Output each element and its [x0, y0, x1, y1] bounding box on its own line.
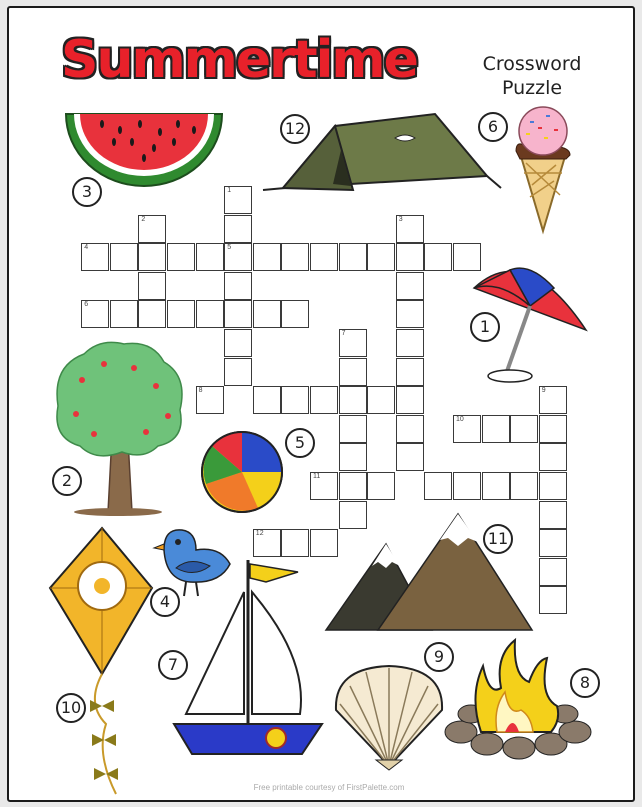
- crossword-cell[interactable]: [167, 243, 195, 271]
- crossword-cell[interactable]: [339, 386, 367, 414]
- crossword-cell[interactable]: [396, 386, 424, 414]
- crossword-cell[interactable]: [539, 415, 567, 443]
- crossword-cell[interactable]: [253, 529, 281, 557]
- crossword-cell[interactable]: [482, 415, 510, 443]
- crossword-cell[interactable]: [396, 329, 424, 357]
- crossword-cell[interactable]: [339, 415, 367, 443]
- crossword-cell[interactable]: [539, 386, 567, 414]
- subtitle-line-2: Puzzle: [501, 77, 563, 99]
- crossword-cell[interactable]: [482, 472, 510, 500]
- crossword-cell[interactable]: [110, 300, 138, 328]
- crossword-cell[interactable]: [138, 300, 166, 328]
- crossword-cell[interactable]: [281, 243, 309, 271]
- clue-number: 6: [84, 301, 89, 309]
- clue-number: 8: [198, 387, 203, 395]
- puzzle-subtitle: [467, 52, 597, 100]
- crossword-cell[interactable]: [224, 215, 252, 243]
- crossword-cell[interactable]: [224, 243, 252, 271]
- beach-ball-icon: [198, 428, 286, 516]
- sailboat-icon: [170, 558, 326, 768]
- crossword-cell[interactable]: [396, 300, 424, 328]
- crossword-cell[interactable]: [339, 443, 367, 471]
- clue-badge-5: 5: [285, 428, 315, 458]
- clue-number: 2: [141, 215, 146, 223]
- crossword-cell[interactable]: [281, 529, 309, 557]
- crossword-cell[interactable]: [281, 300, 309, 328]
- crossword-cell[interactable]: [396, 215, 424, 243]
- crossword-cell[interactable]: [253, 386, 281, 414]
- crossword-cell[interactable]: [224, 329, 252, 357]
- crossword-cell[interactable]: [339, 358, 367, 386]
- crossword-cell[interactable]: [224, 300, 252, 328]
- crossword-cell[interactable]: [310, 472, 338, 500]
- crossword-cell[interactable]: [539, 558, 567, 586]
- crossword-cell[interactable]: [339, 472, 367, 500]
- crossword-cell[interactable]: [224, 358, 252, 386]
- crossword-cell[interactable]: [539, 501, 567, 529]
- crossword-cell[interactable]: [396, 443, 424, 471]
- clue-number: 5: [227, 244, 232, 252]
- crossword-cell[interactable]: [196, 386, 224, 414]
- crossword-cell[interactable]: [510, 472, 538, 500]
- crossword-cell[interactable]: [539, 586, 567, 614]
- crossword-cell[interactable]: [396, 272, 424, 300]
- crossword-cell[interactable]: [339, 243, 367, 271]
- credit-text: Free printable courtesy of FirstPalette.com: [253, 783, 405, 792]
- clue-badge-12: 12: [280, 114, 310, 144]
- crossword-cell[interactable]: [196, 300, 224, 328]
- watermelon-icon: [62, 108, 228, 188]
- clue-number: 3: [398, 215, 403, 223]
- crossword-cell[interactable]: [253, 300, 281, 328]
- crossword-cell[interactable]: [539, 472, 567, 500]
- clue-badge-1: 1: [470, 312, 500, 342]
- ice-cream-icon: [510, 105, 576, 235]
- clue-number: 9: [541, 387, 546, 395]
- crossword-cell[interactable]: [453, 472, 481, 500]
- crossword-cell[interactable]: [110, 243, 138, 271]
- clue-badge-4: 4: [150, 587, 180, 617]
- clue-number: 7: [341, 330, 346, 337]
- clue-badge-3: 3: [72, 177, 102, 207]
- crossword-cell[interactable]: [510, 415, 538, 443]
- subtitle-line-1: Crossword: [482, 53, 582, 75]
- crossword-cell[interactable]: [539, 529, 567, 557]
- clue-badge-11: 11: [483, 524, 513, 554]
- crossword-cell[interactable]: [281, 386, 309, 414]
- crossword-cell[interactable]: [367, 472, 395, 500]
- crossword-cell[interactable]: [310, 386, 338, 414]
- crossword-cell[interactable]: [424, 243, 452, 271]
- crossword-cell[interactable]: [81, 243, 109, 271]
- crossword-cell[interactable]: [310, 243, 338, 271]
- crossword-cell[interactable]: [367, 386, 395, 414]
- crossword-cell[interactable]: [138, 272, 166, 300]
- clue-badge-10: 10: [56, 693, 86, 723]
- clue-badge-8: 8: [570, 668, 600, 698]
- clue-number: 1: [227, 187, 232, 194]
- crossword-cell[interactable]: [424, 472, 452, 500]
- crossword-cell[interactable]: [453, 415, 481, 443]
- crossword-cell[interactable]: [224, 186, 252, 214]
- crossword-cell[interactable]: [138, 215, 166, 243]
- clue-number: 10: [456, 415, 464, 423]
- crossword-cell[interactable]: [396, 415, 424, 443]
- crossword-cell[interactable]: [396, 358, 424, 386]
- clue-number: 11: [313, 473, 321, 480]
- crossword-cell[interactable]: [81, 300, 109, 328]
- puzzle-title: Summertime: [61, 30, 417, 90]
- crossword-cell[interactable]: [138, 243, 166, 271]
- crossword-cell[interactable]: [196, 243, 224, 271]
- clue-badge-9: 9: [424, 642, 454, 672]
- crossword-cell[interactable]: [339, 329, 367, 357]
- clue-number: 4: [84, 244, 89, 252]
- crossword-cell[interactable]: [396, 243, 424, 271]
- clue-badge-6: 6: [478, 112, 508, 142]
- clue-number: 12: [255, 530, 264, 538]
- clue-badge-7: 7: [158, 650, 188, 680]
- crossword-cell[interactable]: [224, 272, 252, 300]
- crossword-cell[interactable]: [539, 443, 567, 471]
- crossword-cell[interactable]: [253, 243, 281, 271]
- kite-icon: [46, 524, 156, 799]
- campfire-icon: [443, 636, 593, 760]
- crossword-cell[interactable]: [167, 300, 195, 328]
- seashell-icon: [330, 660, 448, 772]
- crossword-cell[interactable]: [367, 243, 395, 271]
- clue-badge-2: 2: [52, 466, 82, 496]
